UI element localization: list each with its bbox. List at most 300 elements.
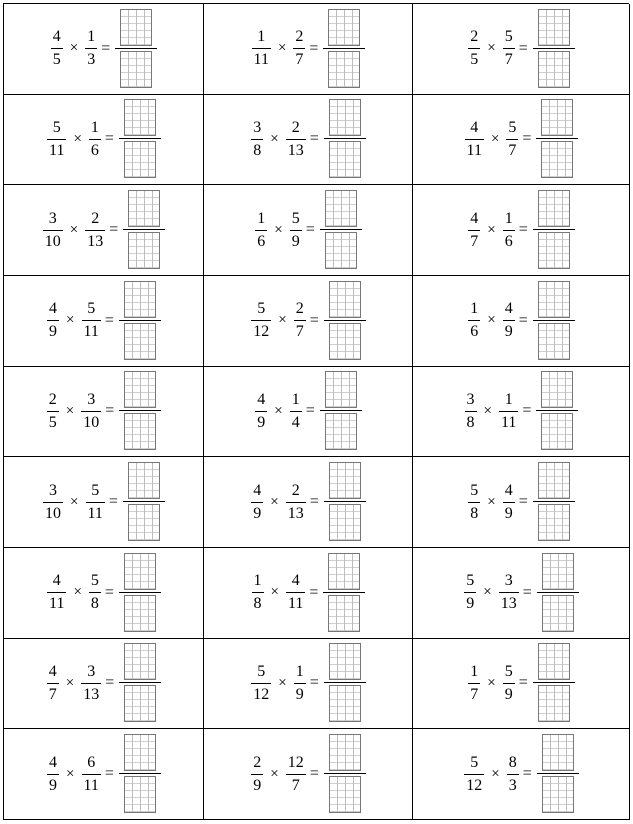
answer-box[interactable] — [321, 371, 361, 451]
multiplication-expression — [464, 553, 578, 633]
times-sign: × — [65, 402, 75, 419]
first-denominator: 12 — [253, 685, 270, 703]
answer-numerator-grid[interactable] — [124, 553, 156, 590]
problem-cell-16 — [4, 457, 204, 548]
answer-denominator-grid[interactable] — [538, 504, 570, 541]
answer-numerator-grid[interactable] — [329, 734, 361, 771]
second-fraction — [290, 392, 302, 431]
second-numerator: 5 — [504, 662, 513, 680]
answer-box[interactable] — [120, 734, 160, 814]
answer-numerator-grid[interactable] — [124, 281, 156, 318]
multiplication-expression — [43, 462, 164, 542]
second-fraction — [503, 29, 515, 68]
first-denominator: 11 — [49, 595, 65, 613]
second-denominator: 13 — [287, 504, 304, 522]
multiplication-expression — [464, 734, 578, 814]
multiplication-expression — [468, 643, 574, 723]
multiplication-expression — [468, 462, 574, 542]
first-denominator: 6 — [257, 232, 266, 250]
first-fraction — [251, 755, 263, 794]
equals-sign: = — [309, 311, 319, 329]
worksheet-grid — [3, 3, 629, 820]
equals-sign: = — [518, 493, 528, 511]
answer-fraction-bar — [119, 592, 161, 593]
second-numerator: 1 — [291, 390, 300, 408]
first-numerator: 4 — [253, 481, 262, 499]
answer-denominator-grid[interactable] — [538, 232, 570, 269]
first-denominator: 8 — [253, 141, 262, 159]
second-numerator: 5 — [291, 209, 300, 227]
equals-sign: = — [309, 765, 319, 783]
second-denominator: 3 — [508, 776, 517, 794]
first-fraction — [47, 301, 59, 340]
answer-numerator-grid[interactable] — [329, 462, 361, 499]
second-numerator: 5 — [90, 572, 99, 590]
multiplication-expression — [47, 643, 161, 723]
first-denominator: 8 — [470, 504, 479, 522]
answer-numerator-grid[interactable] — [124, 371, 156, 408]
first-denominator: 11 — [253, 51, 269, 69]
times-sign: × — [270, 765, 279, 782]
times-sign: × — [487, 493, 496, 510]
equals-sign: = — [522, 765, 532, 783]
answer-denominator-grid[interactable] — [541, 141, 573, 178]
answer-denominator-grid[interactable] — [120, 51, 152, 88]
first-fraction — [465, 120, 484, 159]
second-denominator: 7 — [295, 51, 304, 69]
second-numerator: 5 — [504, 28, 513, 46]
equals-sign: = — [522, 130, 532, 148]
equals-sign: = — [305, 221, 315, 239]
second-denominator: 9 — [504, 323, 513, 341]
first-numerator: 4 — [470, 118, 479, 136]
second-denominator: 9 — [504, 685, 513, 703]
answer-box[interactable] — [120, 371, 160, 451]
times-sign: × — [270, 130, 279, 147]
answer-box[interactable] — [537, 371, 577, 451]
problem-cell-5 — [204, 95, 413, 186]
first-numerator: 2 — [470, 28, 479, 46]
second-fraction — [293, 29, 305, 68]
first-numerator: 1 — [470, 662, 479, 680]
answer-fraction-bar — [533, 48, 575, 49]
answer-box[interactable] — [538, 553, 578, 633]
first-denominator: 9 — [49, 776, 58, 794]
equals-sign: = — [109, 221, 119, 239]
answer-fraction-bar — [537, 773, 579, 774]
first-fraction — [251, 664, 271, 703]
answer-numerator-grid[interactable] — [329, 99, 361, 136]
answer-box[interactable] — [124, 190, 164, 270]
multiplication-expression — [468, 9, 574, 89]
times-sign: × — [70, 493, 79, 510]
answer-box[interactable] — [120, 553, 160, 633]
second-denominator: 11 — [87, 504, 103, 522]
answer-numerator-grid[interactable] — [328, 553, 360, 590]
first-fraction — [468, 483, 480, 522]
times-sign: × — [278, 674, 287, 691]
answer-numerator-grid[interactable] — [328, 9, 360, 46]
answer-denominator-grid[interactable] — [128, 232, 160, 269]
answer-box[interactable] — [538, 734, 578, 814]
answer-numerator-grid[interactable] — [538, 281, 570, 318]
multiplication-expression — [251, 281, 365, 361]
first-denominator: 10 — [44, 232, 61, 250]
answer-fraction-bar — [123, 501, 165, 502]
answer-box[interactable] — [325, 734, 365, 814]
second-fraction — [286, 755, 306, 794]
problem-cell-22 — [4, 639, 204, 730]
first-fraction — [251, 301, 271, 340]
first-denominator: 10 — [45, 504, 62, 522]
answer-fraction-bar — [119, 773, 161, 774]
second-numerator: 3 — [87, 662, 96, 680]
second-fraction — [86, 483, 105, 522]
second-numerator: 2 — [295, 300, 304, 318]
first-numerator: 3 — [49, 481, 58, 499]
answer-denominator-grid[interactable] — [538, 323, 570, 360]
answer-denominator-grid[interactable] — [124, 141, 156, 178]
answer-numerator-grid[interactable] — [124, 99, 156, 136]
first-denominator: 11 — [49, 141, 65, 159]
first-fraction — [464, 755, 484, 794]
first-fraction — [468, 29, 480, 68]
times-sign: × — [487, 674, 496, 691]
problem-cell-25 — [4, 729, 204, 820]
times-sign: × — [490, 130, 500, 147]
second-numerator: 3 — [87, 390, 96, 408]
second-numerator: 4 — [504, 481, 513, 499]
first-numerator: 4 — [48, 662, 57, 680]
answer-numerator-grid[interactable] — [542, 553, 574, 590]
answer-box[interactable] — [324, 9, 364, 89]
problem-cell-1 — [4, 4, 204, 95]
answer-fraction-bar — [324, 138, 366, 139]
answer-fraction-bar — [320, 229, 362, 230]
first-fraction — [255, 211, 267, 250]
multiplication-expression — [43, 190, 165, 270]
first-denominator: 6 — [470, 323, 479, 341]
second-fraction — [89, 120, 101, 159]
equals-sign: = — [518, 39, 528, 57]
first-numerator: 5 — [257, 662, 266, 680]
multiplication-expression — [468, 190, 574, 270]
problem-cell-14 — [204, 367, 413, 458]
first-numerator: 5 — [257, 300, 266, 318]
first-denominator: 12 — [466, 776, 483, 794]
answer-numerator-grid[interactable] — [128, 190, 160, 227]
equals-sign: = — [309, 583, 319, 601]
second-numerator: 2 — [91, 209, 100, 227]
answer-box[interactable] — [325, 643, 365, 723]
second-fraction — [286, 573, 305, 612]
multiplication-expression — [255, 190, 361, 270]
multiplication-expression — [251, 462, 365, 542]
first-denominator: 5 — [48, 413, 57, 431]
first-numerator: 3 — [466, 390, 475, 408]
second-fraction — [286, 120, 306, 159]
answer-fraction-bar — [323, 48, 365, 49]
answer-box[interactable] — [324, 553, 364, 633]
answer-numerator-grid[interactable] — [541, 371, 573, 408]
equals-sign: = — [305, 402, 315, 420]
second-denominator: 7 — [508, 141, 517, 159]
second-numerator: 3 — [504, 572, 513, 590]
second-numerator: 5 — [508, 118, 517, 136]
multiplication-expression — [47, 99, 160, 179]
answer-numerator-grid[interactable] — [325, 190, 357, 227]
first-numerator: 1 — [253, 572, 262, 590]
first-fraction — [43, 211, 63, 250]
answer-box[interactable] — [534, 9, 574, 89]
first-fraction — [468, 301, 480, 340]
answer-denominator-grid[interactable] — [329, 685, 361, 722]
answer-fraction-bar — [119, 682, 161, 683]
answer-denominator-grid[interactable] — [124, 595, 156, 632]
times-sign: × — [277, 40, 287, 57]
problem-cell-9 — [413, 185, 630, 276]
multiplication-expression — [465, 371, 578, 451]
second-fraction — [294, 301, 306, 340]
answer-fraction-bar — [533, 682, 575, 683]
answer-fraction-bar — [536, 410, 578, 411]
answer-numerator-grid[interactable] — [124, 643, 156, 680]
problem-cell-2 — [204, 4, 413, 95]
answer-box[interactable] — [325, 99, 365, 179]
answer-denominator-grid[interactable] — [541, 413, 573, 450]
multiplication-expression — [47, 371, 161, 451]
first-denominator: 9 — [257, 413, 266, 431]
answer-fraction-bar — [123, 229, 165, 230]
first-numerator: 1 — [470, 300, 479, 318]
second-fraction — [294, 664, 306, 703]
second-numerator: 1 — [504, 390, 513, 408]
second-denominator: 11 — [288, 595, 304, 613]
second-fraction — [503, 664, 515, 703]
times-sign: × — [73, 584, 82, 601]
answer-denominator-grid[interactable] — [128, 504, 160, 541]
answer-numerator-grid[interactable] — [329, 643, 361, 680]
answer-numerator-grid[interactable] — [542, 734, 574, 771]
answer-box[interactable] — [325, 281, 365, 361]
answer-denominator-grid[interactable] — [328, 595, 360, 632]
answer-numerator-grid[interactable] — [120, 9, 152, 46]
answer-denominator-grid[interactable] — [542, 595, 574, 632]
first-denominator: 8 — [253, 595, 262, 613]
answer-denominator-grid[interactable] — [538, 51, 570, 88]
first-numerator: 4 — [257, 390, 266, 408]
first-numerator: 3 — [48, 209, 57, 227]
second-numerator: 1 — [90, 118, 99, 136]
first-fraction — [464, 573, 476, 612]
second-denominator: 11 — [501, 413, 517, 431]
answer-numerator-grid[interactable] — [538, 462, 570, 499]
first-fraction — [251, 483, 263, 522]
second-numerator: 5 — [87, 300, 96, 318]
equals-sign: = — [518, 674, 528, 692]
problem-cell-13 — [4, 367, 204, 458]
second-numerator: 4 — [504, 300, 513, 318]
problem-cell-15 — [413, 367, 630, 458]
second-fraction — [85, 211, 105, 250]
first-numerator: 2 — [48, 390, 57, 408]
equals-sign: = — [101, 39, 111, 57]
problem-cell-8 — [204, 185, 413, 276]
problem-cell-12 — [413, 276, 630, 367]
answer-denominator-grid[interactable] — [124, 776, 156, 813]
answer-denominator-grid[interactable] — [542, 776, 574, 813]
first-fraction — [468, 211, 480, 250]
answer-box[interactable] — [120, 281, 160, 361]
answer-denominator-grid[interactable] — [329, 776, 361, 813]
multiplication-expression — [252, 9, 365, 89]
first-numerator: 1 — [257, 28, 266, 46]
second-fraction — [507, 755, 519, 794]
second-numerator: 2 — [295, 28, 304, 46]
first-fraction — [255, 392, 267, 431]
answer-denominator-grid[interactable] — [538, 685, 570, 722]
second-fraction — [82, 301, 101, 340]
first-denominator: 12 — [253, 323, 270, 341]
equals-sign: = — [522, 583, 532, 601]
answer-denominator-grid[interactable] — [124, 685, 156, 722]
second-denominator: 13 — [87, 232, 104, 250]
second-denominator: 7 — [291, 776, 300, 794]
answer-numerator-grid[interactable] — [538, 643, 570, 680]
first-numerator: 5 — [52, 118, 61, 136]
answer-box[interactable] — [116, 9, 156, 89]
second-denominator: 13 — [500, 595, 517, 613]
equals-sign: = — [104, 311, 114, 329]
answer-box[interactable] — [537, 99, 577, 179]
problem-cell-19 — [4, 548, 204, 639]
times-sign: × — [73, 130, 82, 147]
equals-sign: = — [309, 130, 319, 148]
second-denominator: 11 — [83, 776, 99, 794]
answer-denominator-grid[interactable] — [329, 141, 361, 178]
first-denominator: 5 — [470, 51, 479, 69]
answer-fraction-bar — [119, 410, 161, 411]
multiplication-expression — [465, 99, 578, 179]
second-denominator: 8 — [90, 595, 99, 613]
equals-sign: = — [518, 221, 528, 239]
answer-numerator-grid[interactable] — [325, 371, 357, 408]
second-fraction — [503, 211, 515, 250]
second-denominator: 6 — [90, 141, 99, 159]
times-sign: × — [487, 40, 496, 57]
second-denominator: 6 — [504, 232, 513, 250]
answer-denominator-grid[interactable] — [325, 232, 357, 269]
multiplication-expression — [251, 643, 365, 723]
second-numerator: 12 — [287, 753, 304, 771]
second-fraction — [286, 483, 306, 522]
first-numerator: 4 — [52, 572, 61, 590]
second-denominator: 10 — [83, 413, 100, 431]
answer-fraction-bar — [324, 773, 366, 774]
equals-sign: = — [104, 765, 114, 783]
equals-sign: = — [105, 402, 115, 420]
second-fraction — [81, 392, 101, 431]
answer-numerator-grid[interactable] — [124, 734, 156, 771]
multiplication-expression — [47, 734, 160, 814]
equals-sign: = — [105, 674, 115, 692]
answer-numerator-grid[interactable] — [329, 281, 361, 318]
first-denominator: 11 — [466, 141, 482, 159]
first-fraction — [465, 392, 477, 431]
second-fraction — [290, 211, 302, 250]
answer-numerator-grid[interactable] — [538, 190, 570, 227]
first-numerator: 5 — [470, 481, 479, 499]
equals-sign: = — [108, 493, 118, 511]
times-sign: × — [66, 765, 75, 782]
problem-cell-20 — [204, 548, 413, 639]
answer-denominator-grid[interactable] — [325, 413, 357, 450]
answer-numerator-grid[interactable] — [128, 462, 160, 499]
answer-denominator-grid[interactable] — [124, 323, 156, 360]
first-numerator: 5 — [466, 572, 475, 590]
problem-cell-11 — [204, 276, 413, 367]
problem-cell-7 — [4, 185, 204, 276]
answer-box[interactable] — [534, 190, 574, 270]
second-denominator: 11 — [83, 323, 99, 341]
times-sign: × — [270, 584, 280, 601]
answer-denominator-grid[interactable] — [124, 413, 156, 450]
answer-box[interactable] — [124, 462, 164, 542]
answer-box[interactable] — [325, 462, 365, 542]
equals-sign: = — [309, 493, 319, 511]
second-numerator: 5 — [91, 481, 100, 499]
times-sign: × — [483, 584, 492, 601]
second-numerator: 2 — [291, 118, 300, 136]
answer-numerator-grid[interactable] — [541, 99, 573, 136]
answer-box[interactable] — [120, 643, 160, 723]
answer-box[interactable] — [120, 99, 160, 179]
problem-cell-24 — [413, 639, 630, 730]
answer-box[interactable] — [534, 643, 574, 723]
multiplication-expression — [251, 99, 365, 179]
answer-box[interactable] — [534, 462, 574, 542]
first-fraction — [43, 483, 63, 522]
answer-denominator-grid[interactable] — [329, 504, 361, 541]
multiplication-expression — [468, 281, 574, 361]
first-fraction — [47, 664, 59, 703]
second-denominator: 9 — [504, 504, 513, 522]
second-numerator: 8 — [508, 753, 517, 771]
second-denominator: 9 — [291, 232, 300, 250]
second-fraction — [81, 664, 101, 703]
times-sign: × — [66, 312, 75, 329]
problem-cell-17 — [204, 457, 413, 548]
answer-denominator-grid[interactable] — [329, 323, 361, 360]
second-fraction — [503, 301, 515, 340]
second-denominator: 7 — [295, 323, 304, 341]
second-denominator: 13 — [83, 685, 100, 703]
answer-fraction-bar — [533, 501, 575, 502]
answer-box[interactable] — [321, 190, 361, 270]
problem-cell-21 — [413, 548, 630, 639]
first-numerator: 3 — [253, 118, 262, 136]
second-fraction — [503, 483, 515, 522]
second-fraction — [89, 573, 101, 612]
second-denominator: 3 — [87, 51, 96, 69]
first-numerator: 4 — [49, 300, 58, 318]
second-numerator: 1 — [87, 28, 96, 46]
first-fraction — [47, 755, 59, 794]
answer-denominator-grid[interactable] — [328, 51, 360, 88]
answer-box[interactable] — [534, 281, 574, 361]
first-denominator: 7 — [470, 232, 479, 250]
answer-numerator-grid[interactable] — [538, 9, 570, 46]
